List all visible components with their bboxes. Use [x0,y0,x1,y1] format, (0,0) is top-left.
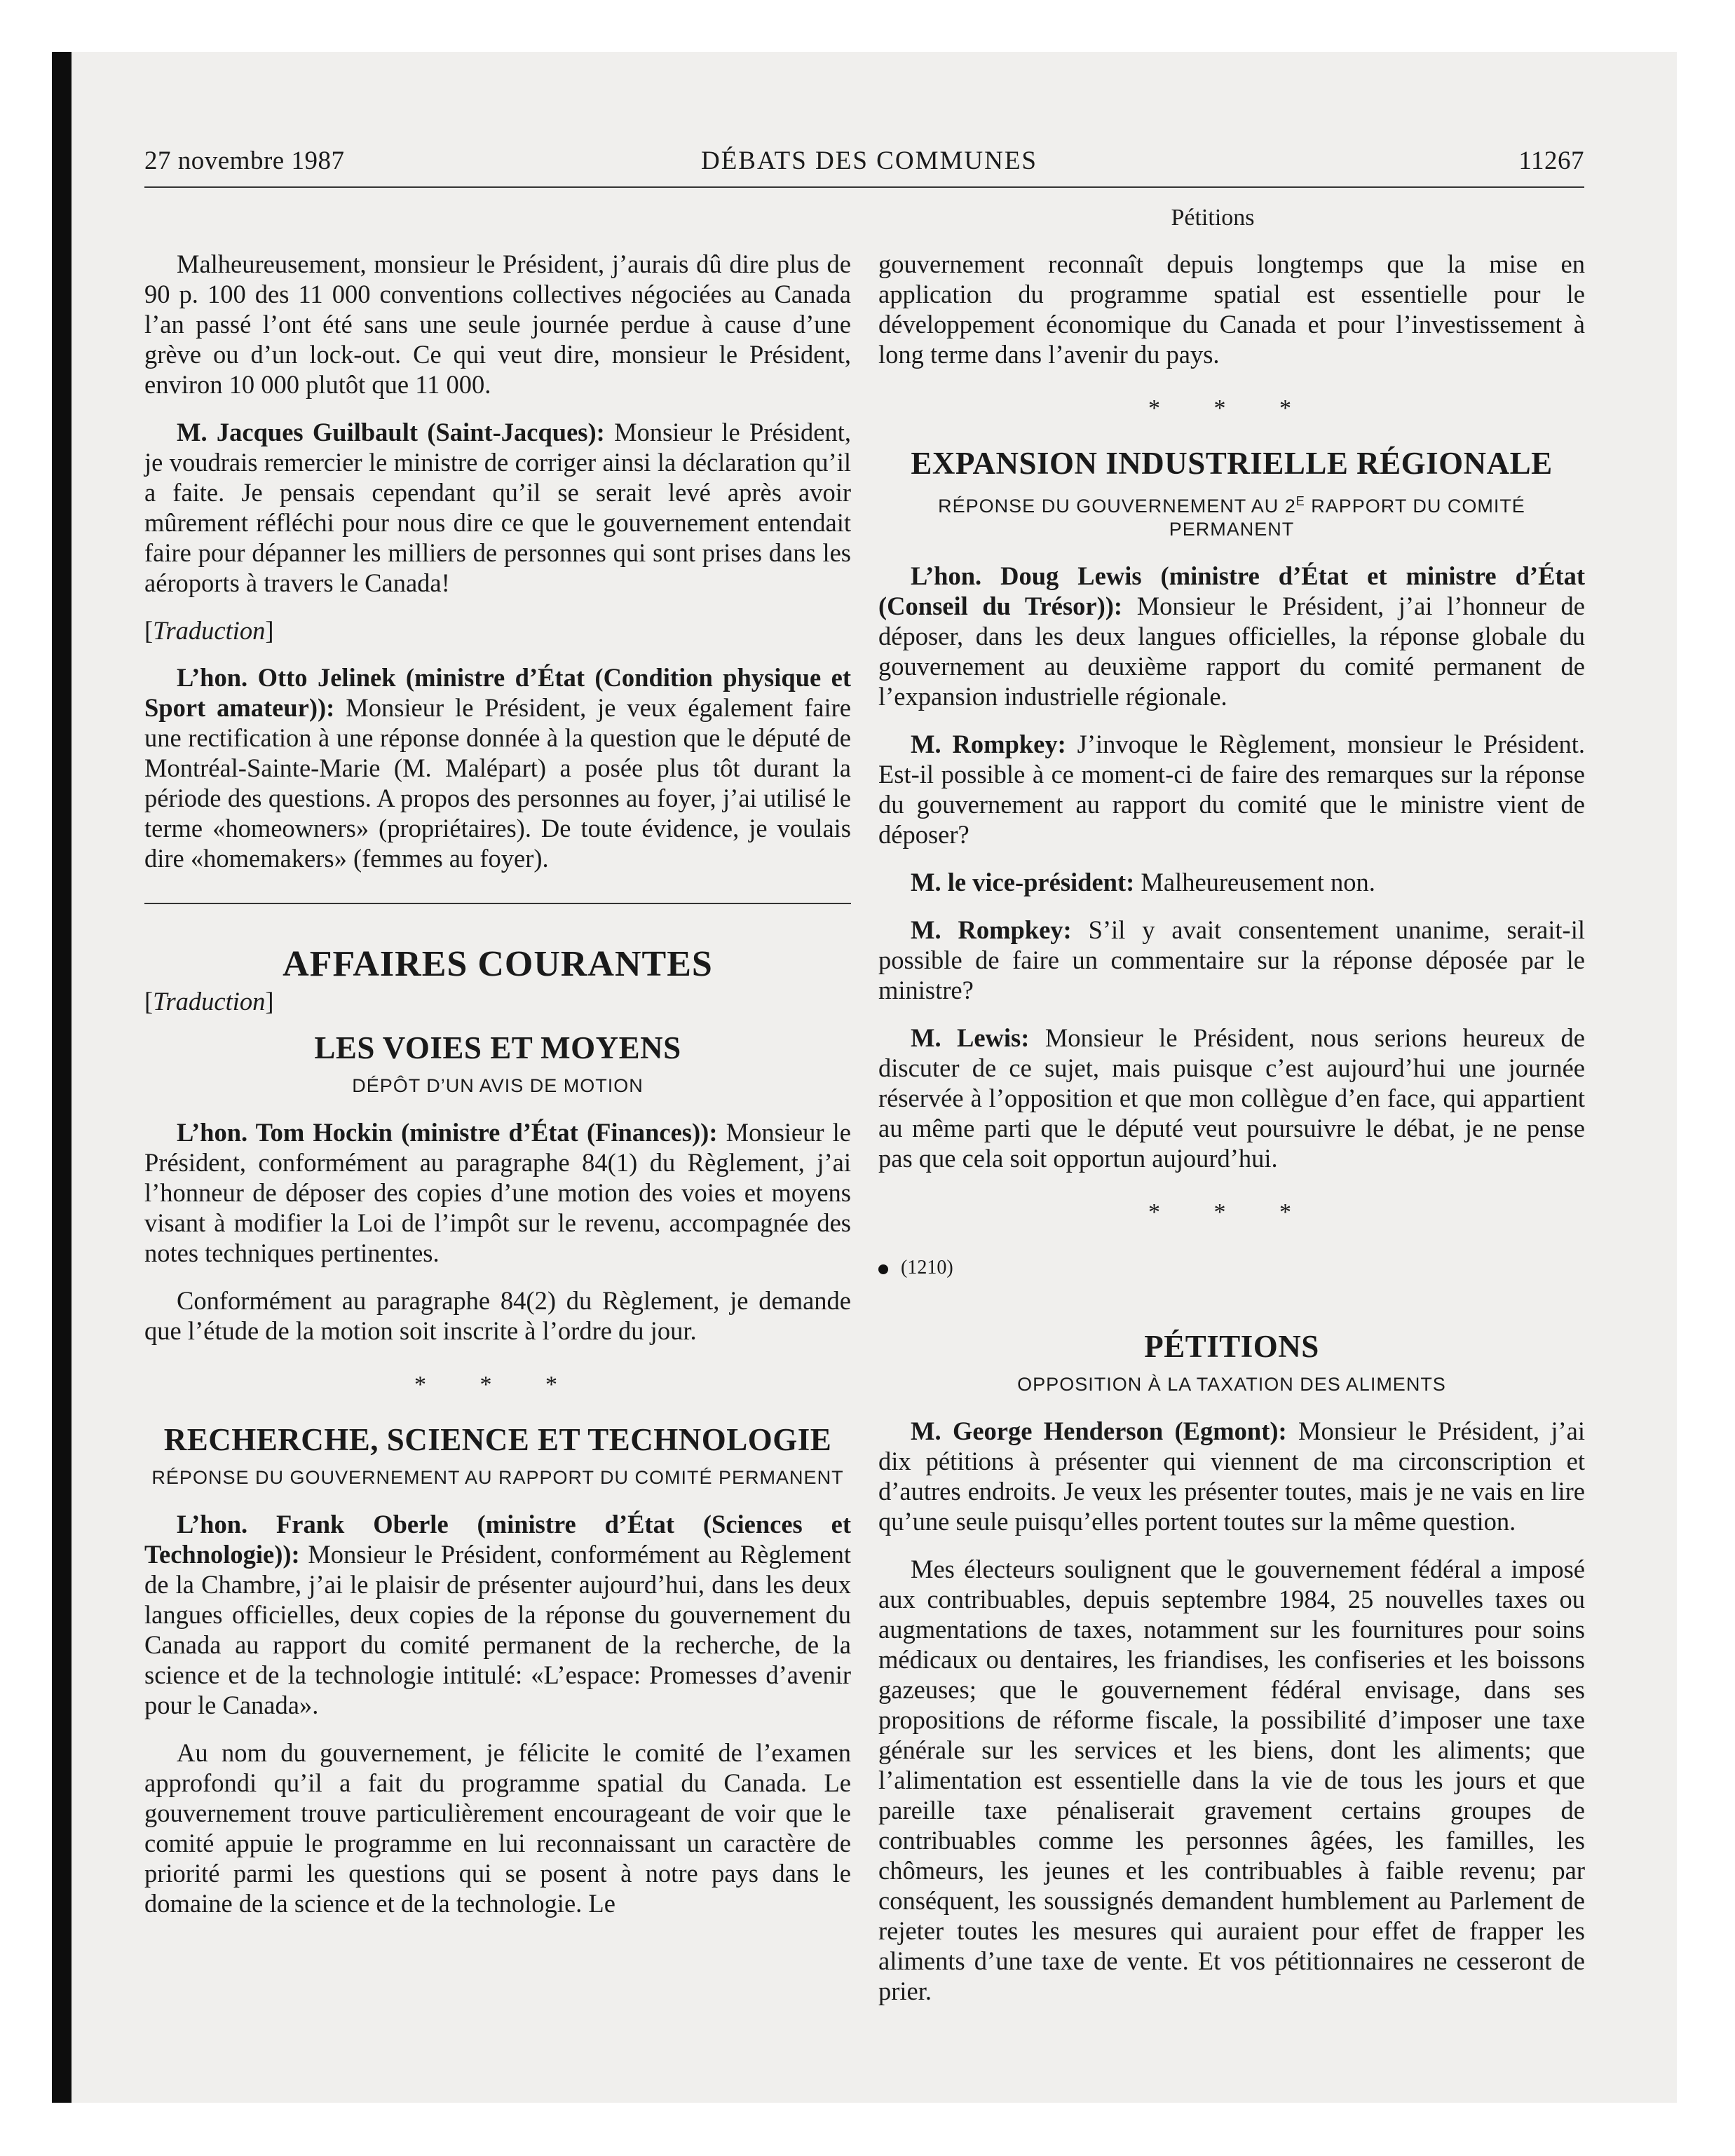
section-stars: * * * [414,1372,581,1398]
header-title: DÉBATS DES COMMUNES [700,146,1037,175]
paragraph: Malheureusement, monsieur le Président, j’aurais dû dire plus de 90 p. 100 des 11 000 conventions collectives négociées au Canada l’an passé l’ont été sans une seule journée perdue à cause d’une grève ou d’un lock-out. Ce qui veut dire, monsieur le Président, environ 10 000 plutôt que 11 000. [144,250,851,399]
speech-text: Monsieur le Président, conformément au Règlement de la Chambre, j’ai le plaisir de présenter aujourd’hui, dans les deux langues officielles, deux copies de la réponse du gouvernement du Canada au rapport du comité permanent de la recherche, de la science et de la technologie intitulé: «L’espace: Promesses d’avenir pour le Canada». [144,1540,851,1719]
speaker: L’hon. Tom Hockin (ministre d’État (Finances)): [177,1118,718,1147]
speech-text: S’il y avait consentement unanime, serait-il possible de faire un commentaire sur la réponse déposée par le ministre? [878,915,1585,1004]
heading-expansion: EXPANSION INDUSTRIELLE RÉGIONALE [911,446,1553,481]
paragraph [878,1023,1585,1173]
left-column [144,249,851,1936]
subheading-depot-avis: DÉPÔT D’UN AVIS DE MOTION [352,1075,644,1096]
speech-text: Monsieur le Président, j’ai l’honneur de déposer, dans les deux langues officielles, la réponse globale du gouvernement au deuxième rapport du comité permanent de l’expansion industrielle régionale. [878,592,1585,711]
paragraph [878,729,1585,850]
paragraph [144,417,851,598]
speaker: M. George Henderson (Egmont): [911,1417,1287,1445]
speaker: M. Rompkey: [911,730,1066,758]
heading-petitions: PÉTITIONS [1144,1329,1319,1364]
speaker: L’hon. Doug Lewis (ministre d’État et ministre d’État (Conseil du Trésor)): [878,561,1585,620]
paragraph: Au nom du gouvernement, je félicite le comité de l’examen approfondi qu’il a fait du programme spatial du Canada. Le gouvernement trouve particulièrement encourageant de voir que le comité appuie le programme en lui reconnaissant un caractère de priorité parmi les questions qui se posent à notre pays dans le domaine de la science et de la technologie. Le [144,1738,851,1918]
section-rule [144,903,851,904]
speech-text: Monsieur le Président, nous serions heureux de discuter de ce sujet, mais puisque c’est aujourd’hui une journée réservée à l’opposition et que mon collègue d’en face, qui appartient au même parti que le député veut poursuivre le débat, je ne pense pas que cela soit opportun aujourd’hui. [878,1023,1586,1173]
header-section: Pétitions [1171,205,1255,231]
paragraph: Conformément au paragraphe 84(2) du Règlement, je demande que l’étude de la motion soit inscrite à l’ordre du jour. [144,1286,851,1345]
speaker: M. Rompkey: [911,915,1072,944]
speech-text: Monsieur le Président, j’ai dix pétitions à présenter qui viennent de ma circonscription et d’autres endroits. Je veux les présenter toutes, mais je ne vais en lire qu’une seule puisqu’elles portent toutes sur la même question. [878,1417,1585,1536]
heading-recherche: RECHERCHE, SCIENCE ET TECHNOLOGIE [163,1422,832,1457]
subheading-opposition-taxation: OPPOSITION À LA TAXATION DES ALIMENTS [1017,1374,1446,1395]
paragraph [878,915,1585,1005]
header-page-number: 11267 [1518,146,1584,175]
translation-note: [Traduction] [144,616,274,645]
speaker: L’hon. Frank Oberle (ministre d’État (Sciences et Technologie)): [144,1510,851,1569]
time-marker: (1210) [878,1253,1585,1283]
speech-text: J’invoque le Règlement, monsieur le Président. Est-il possible à ce moment-ci de faire des remarques sur la réponse du gouvernement au rapport du comité que le ministre vient de déposer? [878,730,1586,849]
paragraph: gouvernement reconnaît depuis longtemps que la mise en application du programme spatial est essentielle pour le développement économique du Canada et pour l’investissement à long terme dans l’avenir du pays. [878,250,1585,369]
speech-text: Monsieur le Président, je veux également faire une rectification à une réponse donnée à la question que le député de Montréal-Sainte-Marie (M. Malépart) a posée plus tôt durant la période des questions. A propos des personnes au foyer, j’ai utilisé le terme «homeowners» (propriétaires). De toute évidence, je voulais dire «homemakers» (femmes au foyer). [144,693,851,873]
speech-text: Monsieur le Président, je voudrais remercier le ministre de corriger ainsi la déclaration qu’il a faite. Je pensais cependant qu’il se serait levé après avoir mûrement réfléchi pour nous dire ce que le gouvernement entendait faire pour dépanner les milliers de personnes qui sont prises dans les aéroports à travers le Canada! [144,418,851,597]
speaker: M. le vice-président: [911,868,1135,896]
section-stars: * * * [1148,1199,1315,1225]
translation-note: [Traduction] [144,987,274,1016]
speaker: M. Lewis: [911,1023,1030,1052]
speech-text: Malheureusement non. [1134,868,1375,896]
speaker: M. Jacques Guilbault (Saint-Jacques): [177,418,605,446]
paragraph [878,1416,1585,1536]
paragraph [144,1117,851,1268]
header-rule [144,186,1584,188]
section-stars: * * * [1148,395,1315,421]
scan-edge [52,52,72,2103]
paragraph [144,662,851,873]
paragraph: Mes électeurs soulignent que le gouvernement fédéral a imposé aux contribuables, depuis septembre 1984, 25 nouvelles taxes ou augmentations de taxes, notamment sur les fournitures pour soins médicaux ou dentaires, les friandises, les confiseries et les boissons gazeuses; que le gouvernement fédéral envisage, dans ses propositions de réforme fiscale, la possibilité d’imposer une taxe générale sur les services et les biens, dont les aliments; que l’alimentation est essentielle dans la vie de tous les jours et que pareille taxe pénaliserait gravement certains groupes de contribuables comme les personnes âgées, les familles, les chômeurs, les jeunes et les contribuables à faible revenu; par conséquent, les soussignés demandent humblement au Parlement de rejeter toutes les mesures qui auraient pour effet de frapper les aliments d’une taxe de vente. Et vos pétitionnaires ne cesseront de prier. [878,1555,1585,2005]
speaker: L’hon. Otto Jelinek (ministre d’État (Condition physique et Sport amateur)): [144,663,851,722]
paragraph [878,561,1585,711]
speech-text: Monsieur le Président, conformément au paragraphe 84(1) du Règlement, j’ai l’honneur de déposer des copies d’une motion des voies et moyens visant à modifier la Loi de l’impôt sur le revenu, accompagnée des notes techniques pertinentes. [144,1118,851,1267]
right-column [878,249,1585,2024]
bullet-dot-icon [878,1264,888,1274]
heading-voies-et-moyens: LES VOIES ET MOYENS [314,1030,681,1065]
heading-affaires-courantes: AFFAIRES COURANTES [283,944,713,984]
paragraph [878,867,1585,897]
header-date: 27 novembre 1987 [144,146,345,175]
subheading-reponse-2e-rapport: RÉPONSE DU GOUVERNEMENT AU $2^E$ RAPPORT DU COMITÉ PERMANENT [938,494,1525,540]
paragraph [144,1509,851,1720]
subheading-reponse-gouvernement: RÉPONSE DU GOUVERNEMENT AU RAPPORT DU COMITÉ PERMANENT [151,1467,844,1488]
